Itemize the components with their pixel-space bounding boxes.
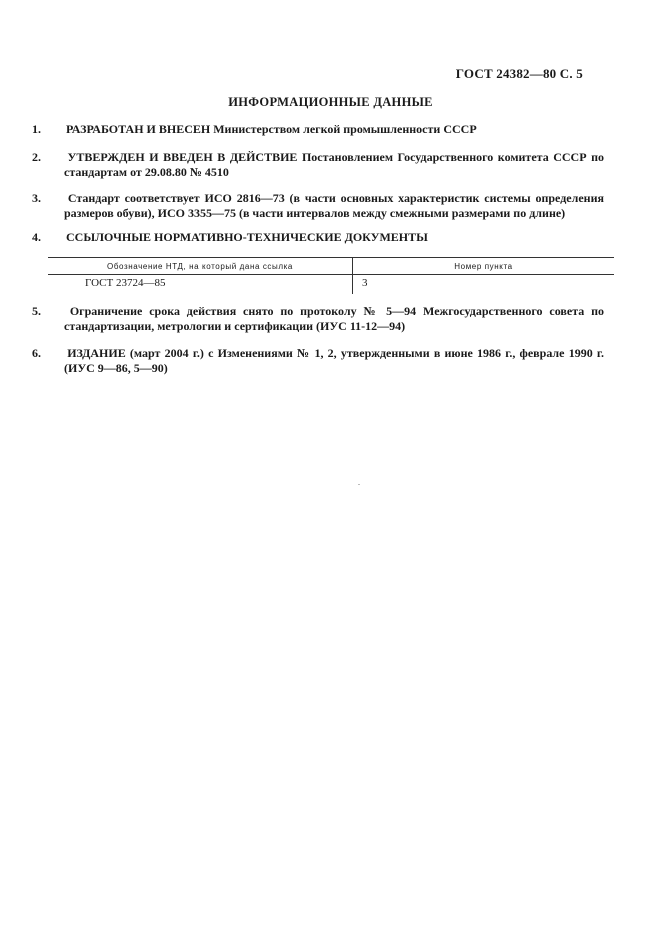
item-number: 3. [32, 191, 41, 205]
item-number: 1. [32, 122, 41, 136]
item-text: УТВЕРЖДЕН И ВВЕДЕН В ДЕЙСТВИЕ Постановлением Государственного комитета СССР по стандартам от 29.08.80 № 4510 [64, 150, 605, 179]
item-text: РАЗРАБОТАН И ВНЕСЕН Министерством легкой промышленности СССР [66, 122, 477, 136]
item-text: Стандарт соответствует ИСО 2816—73 (в части основных характеристик системы определения размеров обуви), ИСО 3355—75 (в части интервалов между смежными размерами по длине) [64, 191, 604, 220]
item-number: 5. [32, 304, 41, 318]
item-number: 4. [32, 230, 41, 244]
info-item-5 [32, 304, 604, 334]
info-item-4 [32, 230, 604, 245]
info-item-6 [32, 346, 604, 376]
info-item-2 [32, 150, 605, 180]
cell-clause: 3 [362, 277, 368, 289]
table-row [48, 275, 614, 295]
page-header-doc-id: ГОСТ 24382—80 С. 5 [455, 66, 583, 81]
item-number: 2. [32, 150, 41, 164]
table-header-row [48, 258, 614, 275]
scan-speck [358, 484, 360, 485]
item-text: ИЗДАНИЕ (март 2004 г.) с Изменениями № 1, 2, утвержденными в июне 1986 г., феврале 1990 г. (ИУС 9—86, 5—90) [64, 346, 604, 375]
item-text: Ограничение срока действия снято по протоколу № 5—94 Межгосударственного совета по стандартизации, метрологии и сертификации (ИУС 11-12—94) [64, 304, 604, 333]
cell-document: ГОСТ 23724—85 [48, 275, 353, 295]
info-item-1 [32, 122, 604, 137]
item-number: 6. [32, 346, 41, 360]
item-text: ССЫЛОЧНЫЕ НОРМАТИВНО-ТЕХНИЧЕСКИЕ ДОКУМЕНТЫ [66, 230, 428, 244]
reference-documents-table [48, 257, 614, 294]
column-header-clause: Номер пункта [353, 258, 615, 275]
info-item-3 [32, 191, 604, 221]
section-title: ИНФОРМАЦИОННЫЕ ДАННЫЕ [228, 95, 433, 109]
column-header-document: Обозначение НТД, на который дана ссылка [48, 258, 353, 275]
